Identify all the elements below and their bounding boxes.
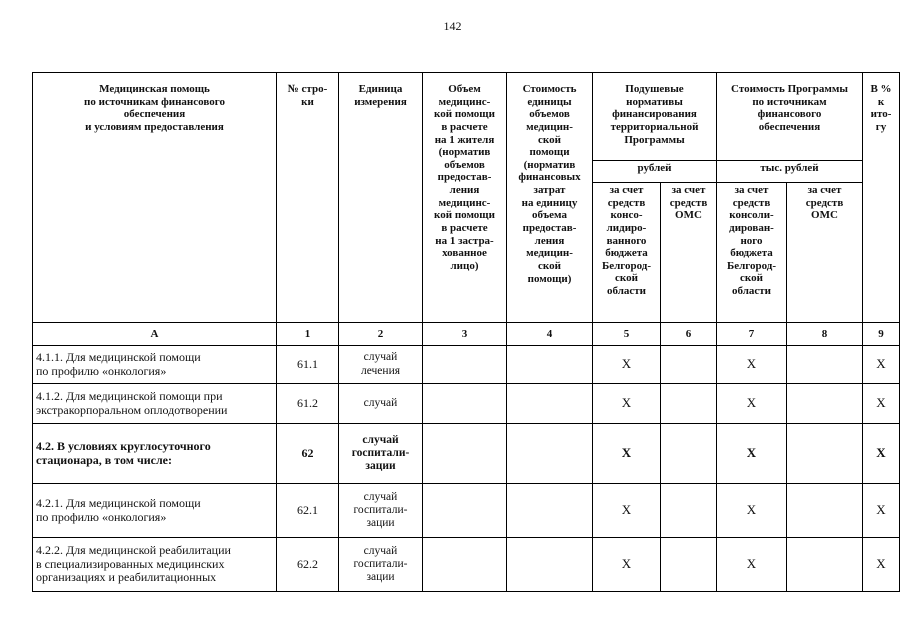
row-cell-8 — [787, 346, 863, 384]
row-cell-5: X — [593, 538, 661, 592]
row-unit: случай госпитали- зации — [339, 538, 423, 592]
row-line-number: 62.1 — [277, 484, 339, 538]
column-number: 1 — [277, 323, 339, 346]
column-number: 8 — [787, 323, 863, 346]
financing-table — [32, 72, 900, 592]
row-cell-5: X — [593, 484, 661, 538]
row-cell-4 — [507, 424, 593, 484]
row-line-number: 62.2 — [277, 538, 339, 592]
row-cell-8 — [787, 384, 863, 424]
column-number: 5 — [593, 323, 661, 346]
header-unit-thousand-rubles: тыс. рублей — [717, 161, 863, 183]
row-cell-6 — [661, 538, 717, 592]
row-name: 4.2. В условиях круглосуточного стационара, в том числе: — [33, 424, 277, 484]
row-unit: случай госпитали- зации — [339, 484, 423, 538]
row-name: 4.2.2. Для медицинской реабилитации в специализированных медицинских организациях и реабилитационных — [33, 538, 277, 592]
header-col-7-8: Стоимость Программы по источникам финансового обеспечения — [717, 73, 863, 161]
row-cell-5: X — [593, 346, 661, 384]
table-row — [33, 384, 900, 424]
row-unit: случай лечения — [339, 346, 423, 384]
row-cell-3 — [423, 538, 507, 592]
table-row — [33, 424, 900, 484]
row-cell-7: X — [717, 538, 787, 592]
row-cell-4 — [507, 346, 593, 384]
column-number: 9 — [863, 323, 900, 346]
column-number: 6 — [661, 323, 717, 346]
row-name: 4.1.2. Для медицинской помощи при экстракорпоральном оплодотворении — [33, 384, 277, 424]
row-cell-7: X — [717, 384, 787, 424]
row-line-number: 62 — [277, 424, 339, 484]
row-line-number: 61.2 — [277, 384, 339, 424]
row-cell-8 — [787, 424, 863, 484]
table-body — [33, 346, 900, 592]
column-number: 4 — [507, 323, 593, 346]
row-cell-8 — [787, 484, 863, 538]
table-header — [33, 73, 900, 346]
row-cell-7: X — [717, 346, 787, 384]
header-col-9: В % к ито- гу — [863, 73, 900, 323]
row-cell-7: X — [717, 424, 787, 484]
row-cell-3 — [423, 484, 507, 538]
page-number: 142 — [443, 19, 462, 33]
row-cell-6 — [661, 424, 717, 484]
column-number: 7 — [717, 323, 787, 346]
row-unit: случай — [339, 384, 423, 424]
header-col-8: за счет средств ОМС — [787, 183, 863, 323]
header-col-2: Единица измерения — [339, 73, 423, 323]
row-cell-5: X — [593, 384, 661, 424]
row-cell-9: X — [863, 384, 900, 424]
column-number: 3 — [423, 323, 507, 346]
row-unit: случай госпитали- зации — [339, 424, 423, 484]
row-line-number: 61.1 — [277, 346, 339, 384]
row-cell-9: X — [863, 484, 900, 538]
row-cell-4 — [507, 484, 593, 538]
row-cell-8 — [787, 538, 863, 592]
row-cell-6 — [661, 484, 717, 538]
row-cell-9: X — [863, 346, 900, 384]
row-cell-9: X — [863, 538, 900, 592]
row-name: 4.1.1. Для медицинской помощи по профилю «онкология» — [33, 346, 277, 384]
header-col-7: за счет средств консоли- дирован- ного бюджета Белгород- ской области — [717, 183, 787, 323]
header-col-4: Стоимость единицы объемов медицин- ской помощи (норматив финансовых затрат на единицу объема предостав- ления медицин- ской помощи) — [507, 73, 593, 323]
row-cell-3 — [423, 424, 507, 484]
table-row — [33, 346, 900, 384]
row-cell-4 — [507, 384, 593, 424]
column-number-row — [33, 323, 900, 346]
row-name: 4.2.1. Для медицинской помощи по профилю «онкология» — [33, 484, 277, 538]
column-number: А — [33, 323, 277, 346]
column-number: 2 — [339, 323, 423, 346]
row-cell-3 — [423, 384, 507, 424]
row-cell-9: X — [863, 424, 900, 484]
header-col-5: за счет средств консо- лидиро- ванного бюджета Белгород- ской области — [593, 183, 661, 323]
row-cell-7: X — [717, 484, 787, 538]
table-row — [33, 484, 900, 538]
table-row — [33, 538, 900, 592]
row-cell-6 — [661, 384, 717, 424]
header-col-a: Медицинская помощь по источникам финансового обеспечения и условиям предоставления — [33, 73, 277, 323]
row-cell-3 — [423, 346, 507, 384]
header-unit-rubles: рублей — [593, 161, 717, 183]
row-cell-6 — [661, 346, 717, 384]
header-col-6: за счет средств ОМС — [661, 183, 717, 323]
header-col-5-6: Подушевые нормативы финансирования территориальной Программы — [593, 73, 717, 161]
header-col-1: № стро- ки — [277, 73, 339, 323]
header-col-3: Объем медицинс- кой помощи в расчете на 1 жителя (норматив объемов предостав- ления медицинс- кой помощи в расчете на 1 застра- хованное лицо) — [423, 73, 507, 323]
row-cell-4 — [507, 538, 593, 592]
row-cell-5: X — [593, 424, 661, 484]
